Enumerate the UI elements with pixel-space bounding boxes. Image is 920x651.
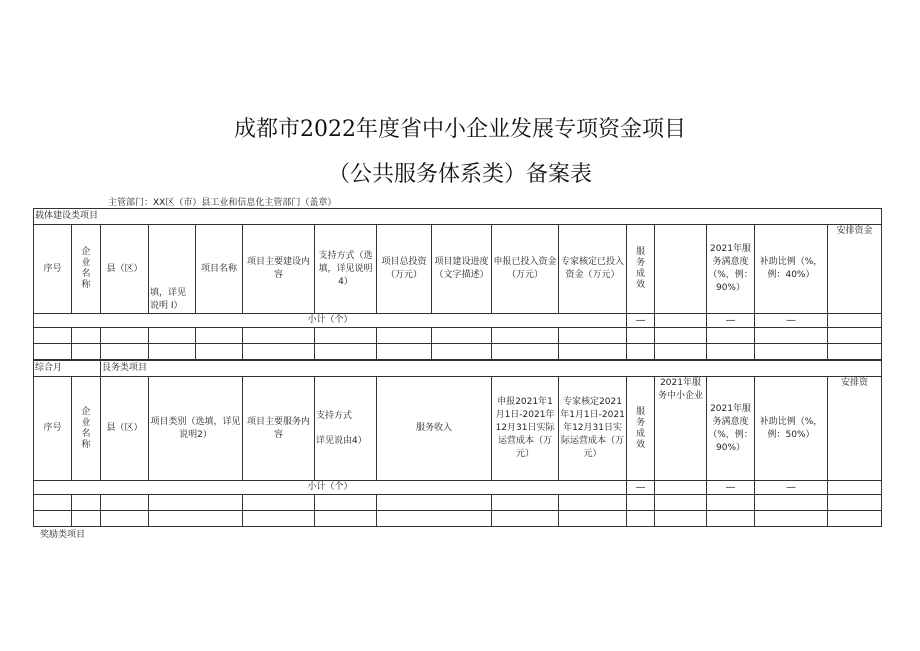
section3-label: 奖励类项目: [40, 530, 86, 540]
table-row: [34, 344, 882, 360]
header-declared: 申报已投入资金（万元）: [492, 225, 559, 314]
header-support: 支持方式（选填，详见说明4）: [315, 225, 377, 314]
header-support-line1: 支持方式: [316, 410, 353, 421]
subtotal-dash: —: [627, 481, 655, 495]
subtotal-dash: —: [707, 314, 755, 328]
subtotal-dash: —: [755, 314, 828, 328]
table-row: [34, 328, 882, 344]
section2-label-b: 艮务类项目: [101, 361, 882, 377]
header-support: [315, 377, 377, 481]
header-company: 企业名称: [72, 225, 101, 314]
header-effect: 服务成效: [627, 225, 655, 314]
table-row: [34, 511, 882, 527]
header-satisfaction: 2021年服务满意度（%，例：90%）: [707, 377, 755, 481]
page-title: 成都市2022年度省中小企业发展专项资金项目: [234, 117, 686, 142]
section1-label: 载体建设类项目: [34, 209, 882, 225]
subtotal-label: 小计（个）: [34, 314, 627, 328]
header-county: 县（区）: [101, 225, 149, 314]
header-blank: [655, 225, 707, 314]
header-company: 企业名称: [72, 377, 101, 481]
header-total-investment: 项目总投资（万元）: [377, 225, 432, 314]
header-approved: 专家核定已投入资金（万元）: [559, 225, 627, 314]
header-sme: 2021年服务中小企业: [655, 377, 707, 481]
subtotal-label: 小计（个）: [34, 481, 627, 495]
header-effect: 服务成效: [627, 377, 655, 481]
header-project-name: 项目名称: [196, 225, 243, 314]
subtotal-dash: —: [707, 481, 755, 495]
carrier-construction-table: [33, 208, 882, 360]
header-declared: 申报2021年1月1日-2021年12月31日实际运营成本（万元）: [492, 377, 559, 481]
department-line: 主管部门：XX区（市）县工业和信息化主管部门（盖章）: [108, 198, 337, 208]
table-row: [34, 495, 882, 511]
header-county: 县（区）: [101, 377, 149, 481]
header-seq: 序号: [34, 377, 72, 481]
subtotal-dash: —: [627, 314, 655, 328]
header-content: 项目主要建设内容: [243, 225, 315, 314]
header-progress: 项目建设进度（文字描述）: [432, 225, 492, 314]
header-arrange: 安排资: [828, 377, 882, 481]
header-support-line2: 详见说由4）: [316, 435, 367, 446]
header-fill: 填，详见说明 I）: [149, 225, 196, 314]
header-content: 项目主要服务内容: [243, 377, 315, 481]
page-subtitle: （公共服务体系类）备案表: [327, 162, 592, 187]
header-satisfaction: 2021年服务满意度（%，例：90%）: [707, 225, 755, 314]
header-seq: 序号: [34, 225, 72, 314]
header-arrange: 安排资金: [828, 225, 882, 314]
subtotal-dash: —: [755, 481, 828, 495]
header-ratio: 补助比例（%，例：40%）: [755, 225, 828, 314]
header-approved: 专家核定2021年1月1日-2021年12月31日实际运营成本（万元）: [559, 377, 627, 481]
header-income: 服务收入: [377, 377, 492, 481]
header-category: 项目类别（选填，详见说明2）: [149, 377, 243, 481]
header-ratio: 补助比例（%，例：50%）: [755, 377, 828, 481]
section2-label-a: 综合月: [34, 361, 101, 377]
service-project-table: [33, 360, 882, 527]
